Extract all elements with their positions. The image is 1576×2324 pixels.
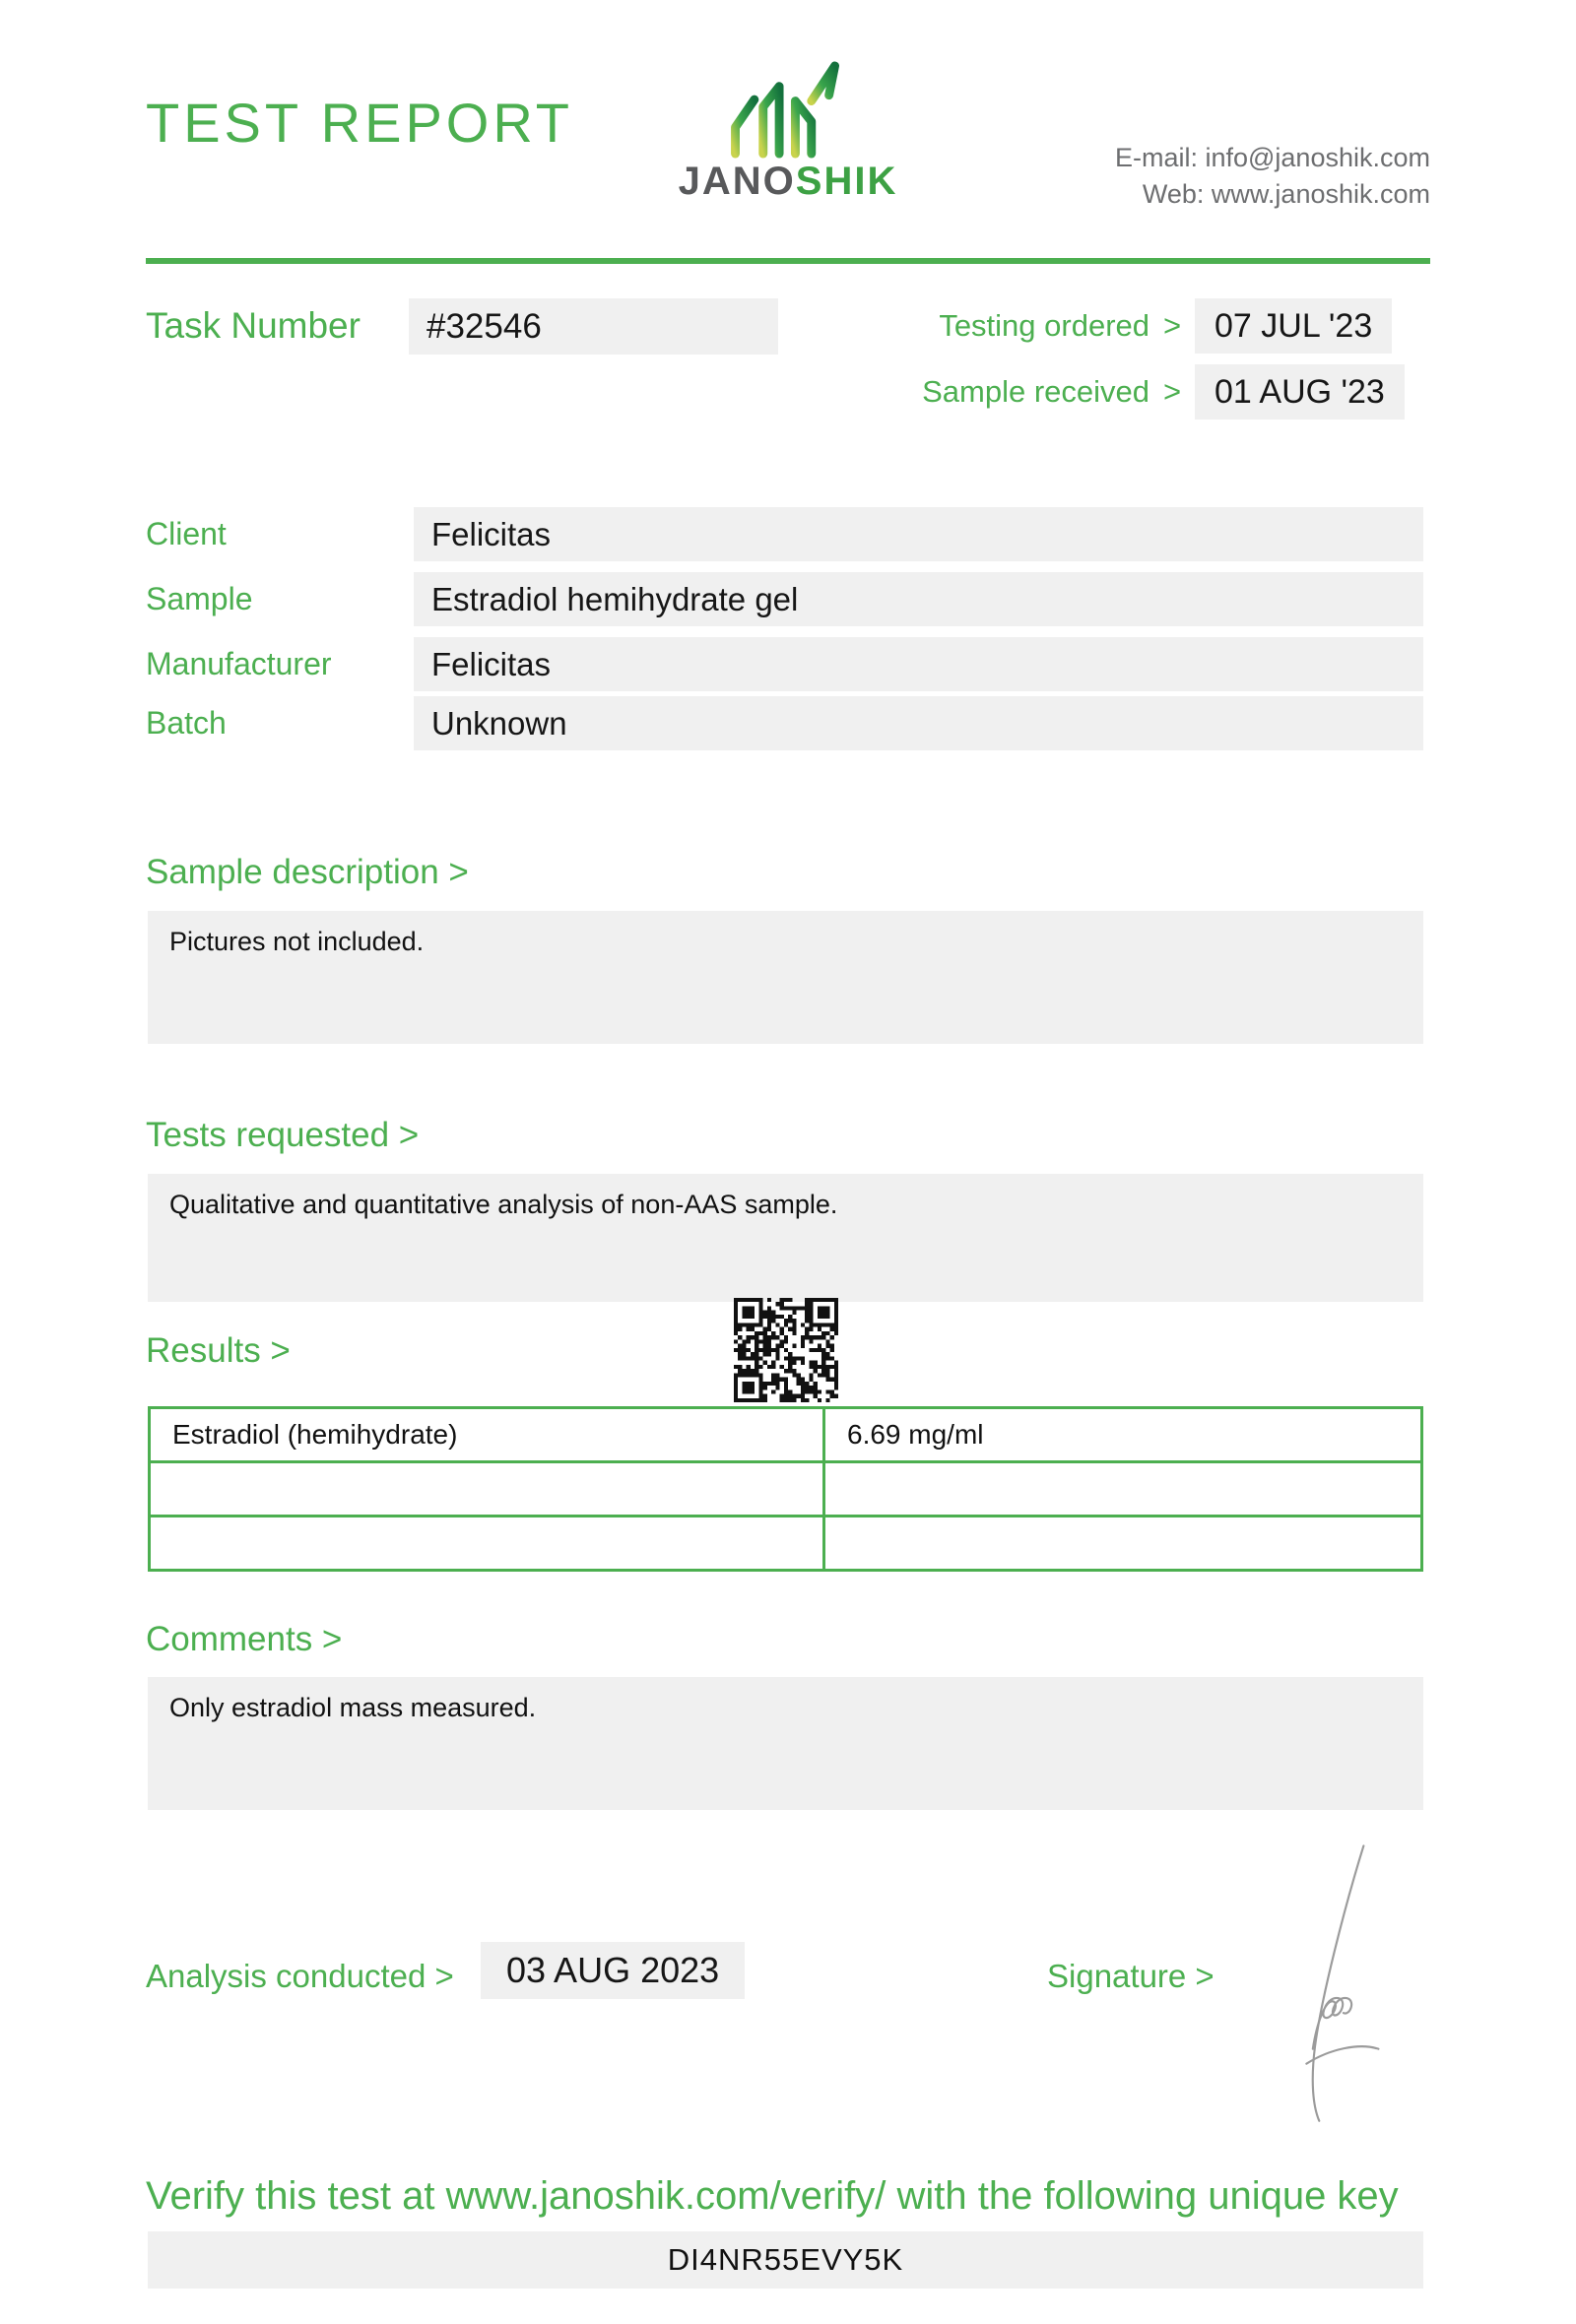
comments-box: Only estradiol mass measured. [148, 1677, 1423, 1810]
sample-received-date: 01 AUG '23 [1195, 364, 1405, 420]
verify-text: Verify this test at www.janoshik.com/verify/ with the following unique key [146, 2174, 1399, 2218]
qr-code [734, 1298, 838, 1402]
contact-info [1115, 140, 1430, 213]
logo-text-shik: SHIK [795, 160, 898, 203]
sample-received-arrow: > [1162, 374, 1182, 409]
client-value: Felicitas [414, 507, 1423, 561]
logo-text-jano: JANO [678, 160, 796, 203]
analysis-date: 03 AUG 2023 [481, 1942, 745, 1999]
contact-email: E-mail: info@janoshik.com [1114, 143, 1430, 172]
result-analyte [150, 1517, 824, 1571]
header-divider [146, 258, 1430, 264]
sample-value: Estradiol hemihydrate gel [414, 572, 1423, 626]
janoshik-logo [650, 57, 926, 203]
testing-ordered-row [891, 298, 1430, 354]
manufacturer-value: Felicitas [414, 637, 1423, 691]
result-analyte: Estradiol (hemihydrate) [150, 1408, 824, 1462]
testing-ordered-date: 07 JUL '23 [1195, 298, 1392, 354]
analysis-conducted-label: Analysis conducted > [146, 1958, 454, 1994]
verify-key: DI4NR55EVY5K [148, 2231, 1423, 2289]
sample-description-box: Pictures not included. [148, 911, 1423, 1044]
comments-heading: Comments > [146, 1620, 343, 1658]
results-table [148, 1406, 1423, 1572]
task-number-value: #32546 [409, 298, 778, 355]
client-label: Client [146, 516, 227, 551]
sample-label: Sample [146, 581, 253, 616]
page-title: TEST REPORT [146, 92, 574, 154]
contact-web: Web: www.janoshik.com [1142, 179, 1430, 209]
logo-wordmark [650, 160, 926, 203]
result-value [824, 1462, 1422, 1517]
growth-chart-icon [714, 57, 862, 160]
batch-value: Unknown [414, 696, 1423, 750]
tests-requested-box: Qualitative and quantitative analysis of non-AAS sample. [148, 1174, 1423, 1302]
batch-label: Batch [146, 705, 227, 741]
result-value [824, 1517, 1422, 1571]
results-row [150, 1517, 1422, 1571]
tests-requested-heading: Tests requested > [146, 1116, 420, 1154]
results-row [150, 1462, 1422, 1517]
results-heading: Results > [146, 1331, 291, 1370]
sample-description-heading: Sample description > [146, 853, 469, 891]
task-number-label: Task Number [146, 305, 361, 346]
signature-image [1261, 1840, 1399, 2125]
sample-received-row [891, 364, 1430, 420]
testing-ordered-arrow: > [1162, 308, 1182, 343]
sample-received-label: Sample received [922, 374, 1149, 409]
testing-ordered-label: Testing ordered [939, 308, 1149, 343]
result-value: 6.69 mg/ml [824, 1408, 1422, 1462]
signature-label: Signature > [1047, 1958, 1215, 1994]
results-row [150, 1408, 1422, 1462]
result-analyte [150, 1462, 824, 1517]
manufacturer-label: Manufacturer [146, 646, 332, 681]
